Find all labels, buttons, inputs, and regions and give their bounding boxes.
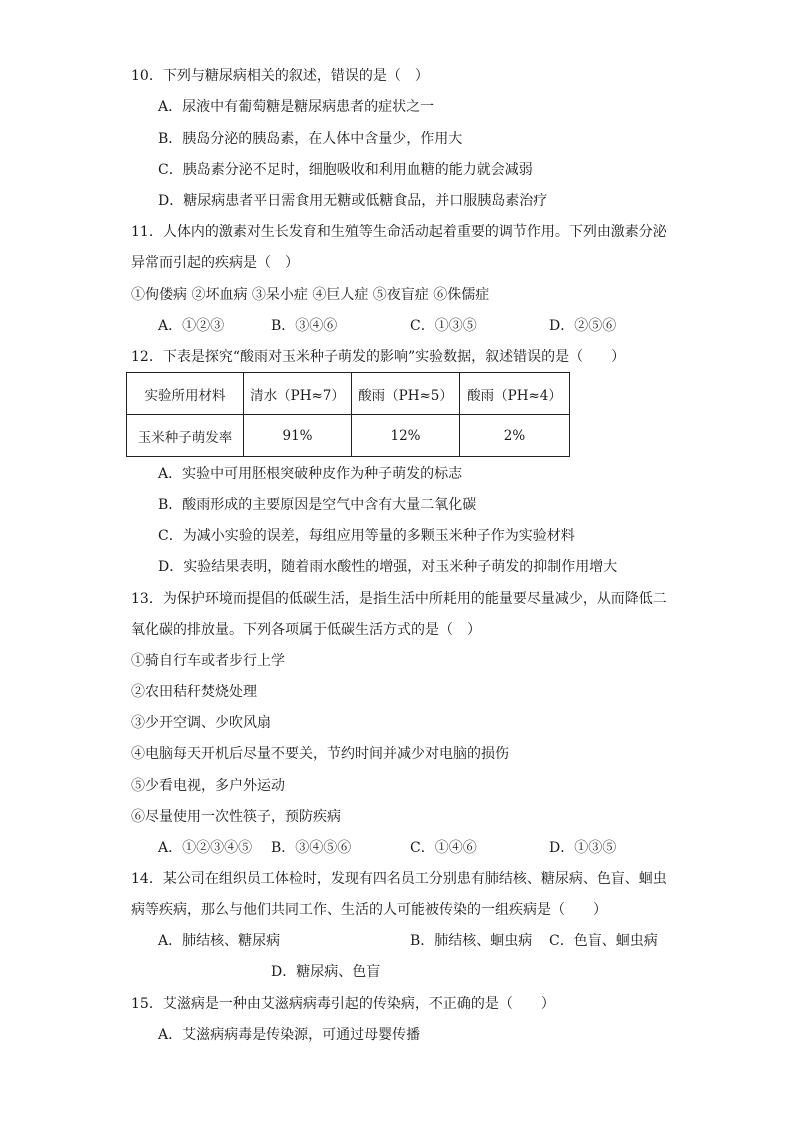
q14-option-d: D．糖尿病、色盲	[271, 964, 381, 980]
q14-stem-line2: 病等疾病，那么与他们共同工作、生活的人可能被传染的一组疾病是（ ）	[131, 902, 607, 918]
q10-option-b: B．胰岛分泌的胰岛素，在人体中含量少，作用大	[158, 131, 463, 147]
table-cell: 酸雨（PH≈5）	[352, 373, 460, 415]
q12-option-a: A．实验中可用胚根突破种皮作为种子萌发的标志	[158, 466, 463, 482]
table-cell: 玉米种子萌发率	[127, 415, 244, 457]
q13-options-row	[0, 838, 794, 858]
q12-option-d: D．实验结果表明，随着雨水酸性的增强，对玉米种子萌发的抑制作用增大	[158, 559, 618, 575]
table-cell: 实验所用材料	[127, 373, 244, 415]
q14-options-row	[0, 931, 794, 951]
q12-data-table	[126, 372, 570, 457]
q11-option-a: A．①②③	[158, 318, 225, 334]
q13-item-6: ⑥尽量使用一次性筷子，预防疾病	[131, 809, 341, 825]
q14-option-a: A．肺结核、糖尿病	[158, 933, 281, 949]
q13-stem-line1: 13．为保护环境而提倡的低碳生活，是指生活中所耗用的能量要尽量减少，从而降低二	[131, 591, 667, 607]
q11-items: ①佝偻病 ②坏血病 ③呆小症 ④巨人症 ⑤夜盲症 ⑥侏儒症	[131, 287, 490, 303]
q12-option-b: B．酸雨形成的主要原因是空气中含有大量二氧化碳	[158, 497, 477, 513]
q15-option-a: A．艾滋病病毒是传染源，可通过母婴传播	[158, 1027, 421, 1043]
q13-item-2: ②农田秸秆焚烧处理	[131, 684, 257, 700]
q10-option-d: D．糖尿病患者平日需食用无糖或低糖食品，并口服胰岛素治疗	[158, 193, 548, 209]
q15-stem: 15．艾滋病是一种由艾滋病病毒引起的传染病，不正确的是（ ）	[131, 996, 555, 1012]
q13-item-5: ⑤少看电视，多户外运动	[131, 778, 285, 794]
q13-stem-line2: 氧化碳的排放量。下列各项属于低碳生活方式的是（ ）	[131, 622, 481, 638]
table-header-row	[127, 373, 570, 415]
q14-option-c: C．色盲、蛔虫病	[549, 933, 658, 949]
q10-option-a: A．尿液中有葡萄糖是糖尿病患者的症状之一	[158, 99, 435, 115]
q11-stem-line2: 异常而引起的疾病是（ ）	[131, 255, 299, 271]
q13-option-d: D．①③⑤	[549, 840, 617, 856]
table-cell: 酸雨（PH≈4）	[460, 373, 570, 415]
q12-stem: 12．下表是探究“酸雨对玉米种子萌发的影响”实验数据，叙述错误的是（ ）	[131, 349, 626, 365]
q10-option-c: C．胰岛素分泌不足时，细胞吸收和利用血糖的能力就会减弱	[158, 162, 533, 178]
table-row	[127, 415, 570, 457]
q12-option-c: C．为减小实验的误差，每组应用等量的多颗玉米种子作为实验材料	[158, 528, 575, 544]
q13-option-b: B．③④⑤⑥	[271, 840, 352, 856]
q14-stem-line1: 14．某公司在组织员工体检时，发现有四名员工分别患有肺结核、糖尿病、色盲、蛔虫	[131, 871, 667, 887]
q11-stem-line1: 11．人体内的激素对生长发育和生殖等生命活动起着重要的调节作用。下列由激素分泌	[131, 224, 667, 240]
q10-stem: 10．下列与糖尿病相关的叙述，错误的是（ ）	[131, 68, 429, 84]
q11-option-b: B．③④⑥	[271, 318, 338, 334]
q11-option-d: D．②⑤⑥	[549, 318, 617, 334]
table-cell: 清水（PH≈7）	[244, 373, 352, 415]
q13-option-a: A．①②③④⑤	[158, 840, 253, 856]
q13-option-c: C．①④⑥	[410, 840, 477, 856]
table-cell: 12%	[352, 415, 460, 457]
q13-item-1: ①骑自行车或者步行上学	[131, 653, 285, 669]
q13-item-3: ③少开空调、少吹风扇	[131, 715, 271, 731]
q14-option-b: B．肺结核、蛔虫病	[410, 933, 533, 949]
table-cell: 91%	[244, 415, 352, 457]
q13-item-4: ④电脑每天开机后尽量不要关，节约时间并减少对电脑的损伤	[131, 746, 509, 762]
table-cell: 2%	[460, 415, 570, 457]
q11-options-row	[0, 316, 794, 336]
q11-option-c: C．①③⑤	[410, 318, 477, 334]
